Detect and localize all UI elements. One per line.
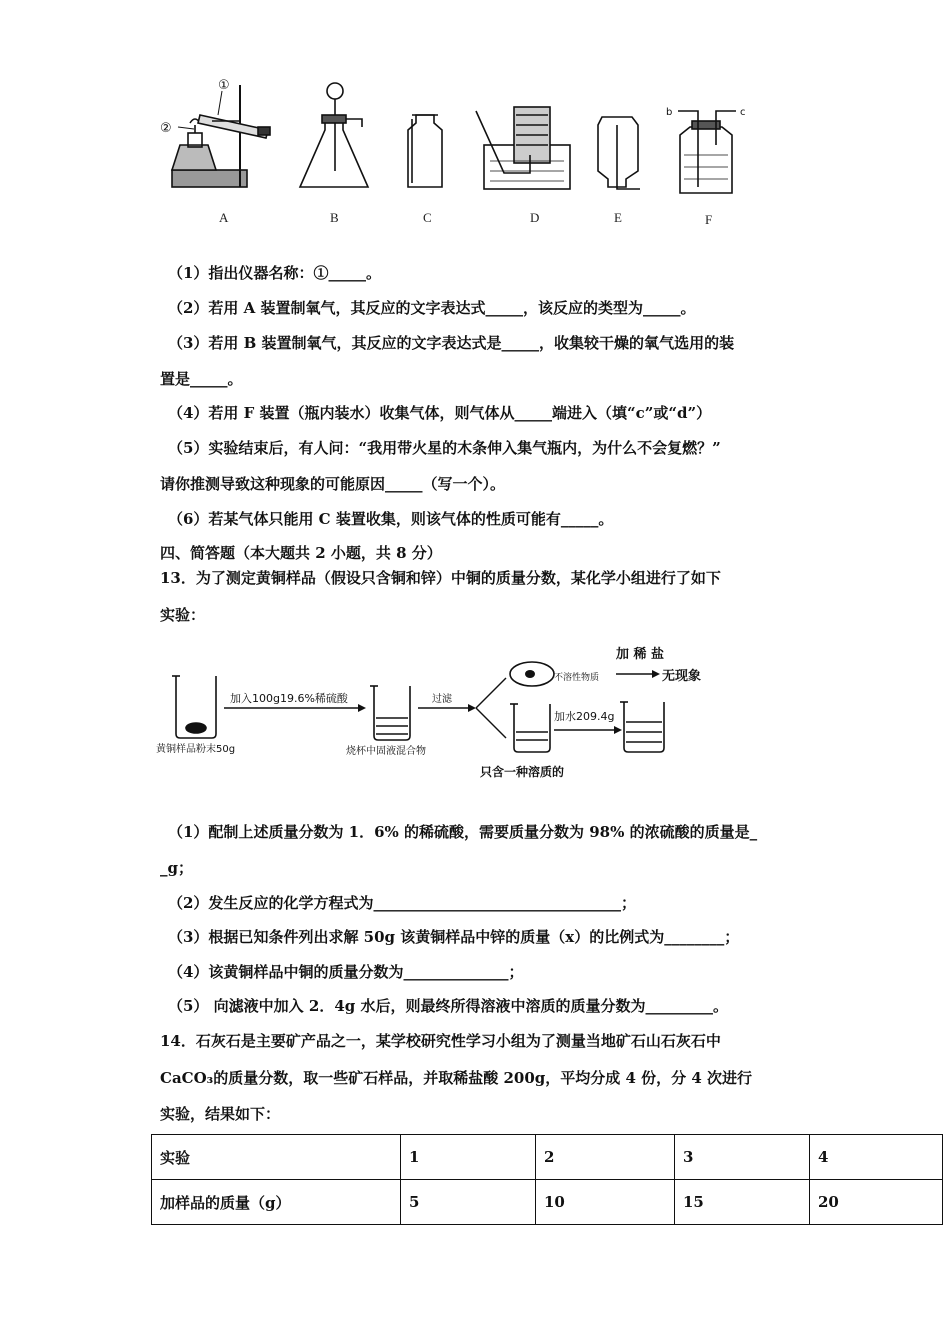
label-add-water: 加水209.4g [554,710,615,723]
apparatus-c [408,115,442,187]
table-row [152,1180,943,1225]
label-sample: 黄铜样品粉末50g [156,744,236,755]
apparatus-b [300,83,368,187]
table-cell: 5 [401,1180,536,1225]
label-d: D [530,210,540,225]
apparatus-f [678,111,736,193]
q14-intro-c: 实验，结果如下： [160,1105,281,1123]
table-cell: 实验 [152,1135,401,1180]
mark-c: c [740,107,746,118]
table-row [152,1135,943,1180]
q12-part6: （6）若某气体只能用 C 装置收集，则该气体的性质可能有_____。 [168,510,614,528]
apparatus-d [476,107,570,189]
label-add-acid: 加入100g19.6%稀硫酸 [230,692,348,705]
q13-part1b: _g； [160,859,193,877]
label-insoluble: 不溶性物质 [554,673,600,683]
table-cell: 15 [675,1180,810,1225]
label-f: F [705,212,713,227]
results-table [151,1134,943,1225]
table-cell: 2 [536,1135,675,1180]
table-cell: 3 [675,1135,810,1180]
apparatus-a [172,85,270,187]
table-cell: 10 [536,1180,675,1225]
label-add-hcl: 加 稀 盐 [616,647,665,662]
q12-part3b: 置是_____。 [160,370,243,388]
experiment-diagram [150,640,730,780]
section-heading: 四、简答题（本大题共 2 小题，共 8 分） [160,544,442,562]
table-cell: 20 [810,1180,943,1225]
q12-part2: （2）若用 A 装置制氧气，其反应的文字表达式_____，该反应的类型为_____。 [168,299,696,317]
q14-intro-a: 14．石灰石是主要矿产品之一，某学校研究性学习小组为了测量当地矿石山石灰石中 [160,1032,721,1050]
mark-one: ① [218,78,230,93]
q13-part1a: （1）配制上述质量分数为 1．6% 的稀硫酸，需要质量分数为 98% 的浓硫酸的质量是_ [168,823,758,841]
q13-intro-a: 13．为了测定黄铜样品（假设只含铜和锌）中铜的质量分数，某化学小组进行了如下 [160,569,721,587]
apparatus-figure [150,75,770,235]
q14-intro-b: CaCO₃的质量分数，取一些矿石样品，并取稀盐酸 200g，平均分成 4 份，分 4 次进行 [160,1069,753,1087]
q13-part2: （2）发生反应的化学方程式为_________________________________； [168,894,636,912]
q12-part5a: （5）实验结束后，有人问：“我用带火星的木条伸入集气瓶内，为什么不会复燃？” [168,439,721,457]
q12-part3a: （3）若用 B 装置制氧气，其反应的文字表达式是_____，收集较干燥的氧气选用的装 [168,334,735,352]
table-cell: 1 [401,1135,536,1180]
label-e: E [614,210,622,225]
label-a: A [219,210,229,225]
mark-b: b [666,107,673,118]
q12-part4: （4）若用 F 装置（瓶内装水）收集气体，则气体从_____端进入（填“c”或“d”） [168,404,712,422]
q13-part4: （4）该黄铜样品中铜的质量分数为______________； [168,963,524,981]
q13-part5: （5） 向滤液中加入 2．4g 水后，则最终所得溶液中溶质的质量分数为_________。 [168,997,728,1015]
apparatus-e [598,117,640,189]
table-cell: 加样品的质量（g） [152,1180,401,1225]
label-mixture: 烧杯中固液混合物 [346,746,426,757]
table-cell: 4 [810,1135,943,1180]
q12-part5b: 请你推测导致这种现象的可能原因_____（写一个）。 [160,475,506,493]
label-c: C [423,210,432,225]
q13-intro-b: 实验： [160,606,206,624]
label-filter: 过滤 [432,694,452,705]
q12-part1: （1）指出仪器名称：①_____。 [168,264,381,282]
label-b: B [330,210,339,225]
mark-two: ② [160,121,172,136]
q13-part3: （3）根据已知条件列出求解 50g 该黄铜样品中锌的质量（x）的比例式为________； [168,928,740,946]
label-one-solute: 只含一种溶质的 [480,765,565,779]
label-no-change: 无现象 [662,669,702,684]
